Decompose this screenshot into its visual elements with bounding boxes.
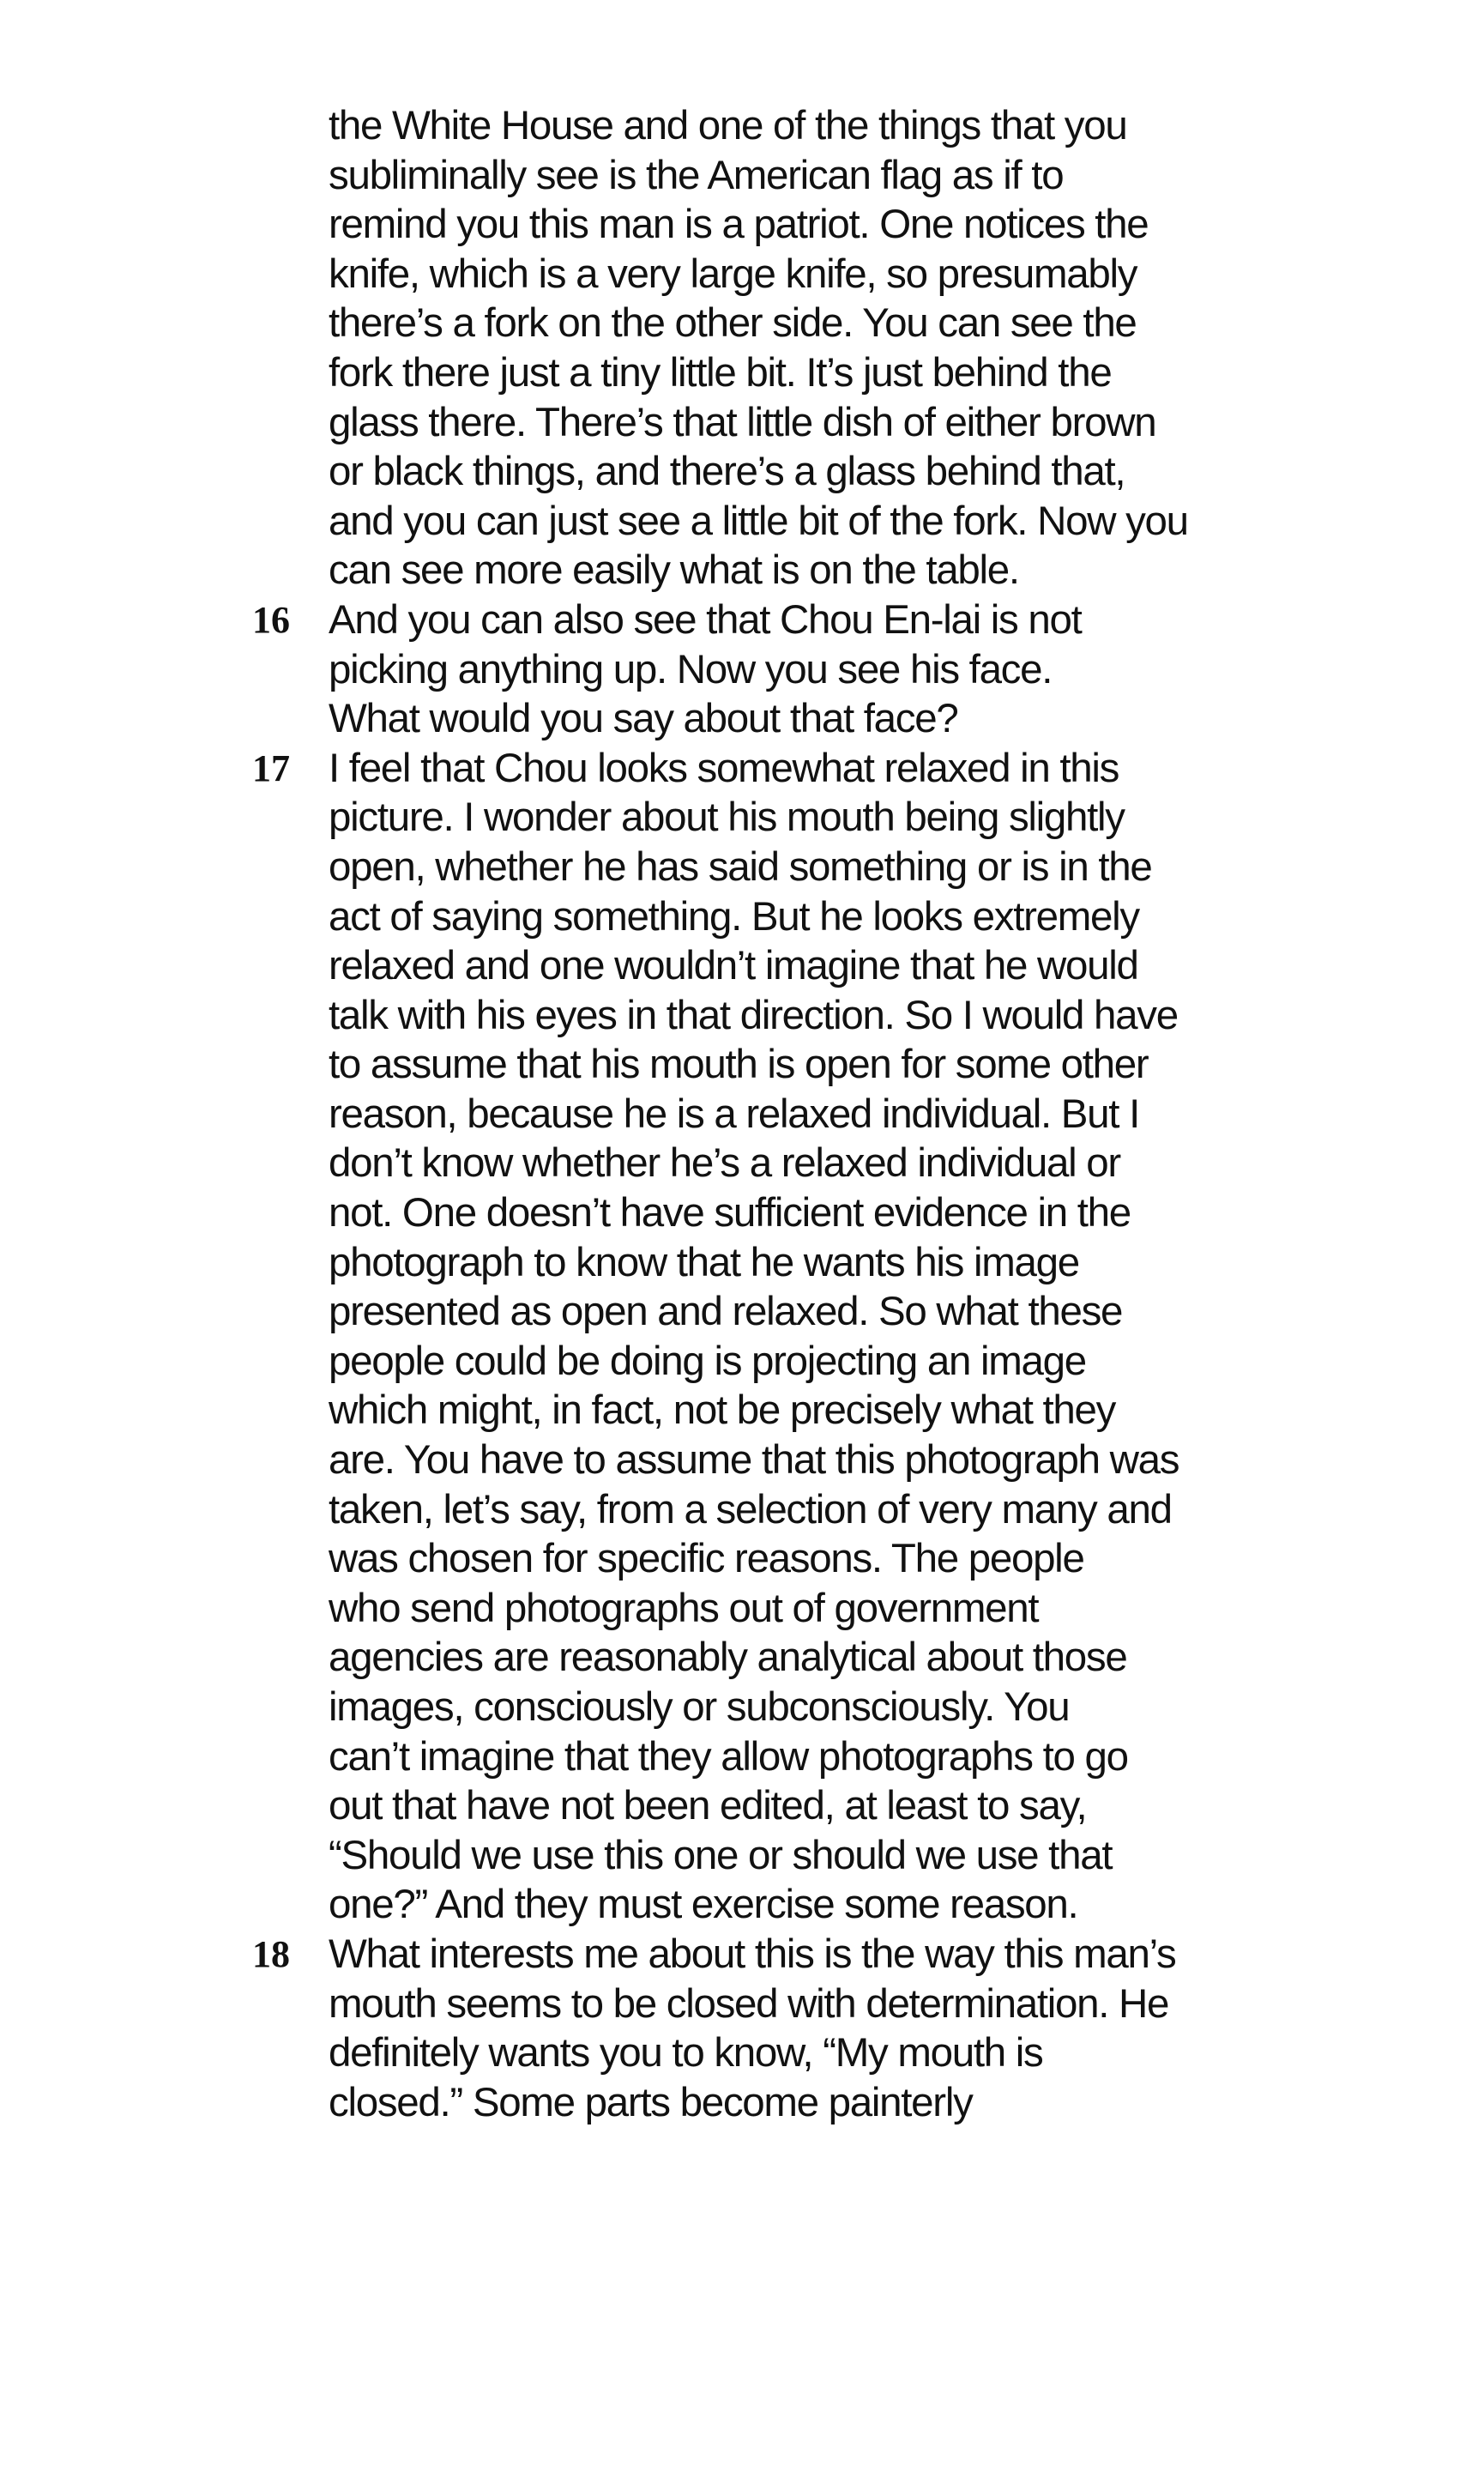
text-line: and you can just see a little bit of the fork. Now you	[329, 498, 1188, 544]
text-line: who send photographs out of government	[329, 1585, 1039, 1631]
text-line: mouth seems to be closed with determination. He	[329, 1980, 1169, 2027]
text-line: closed.” Some parts become painterly	[329, 2079, 973, 2125]
text-line: presented as open and relaxed. So what these	[329, 1289, 1123, 1335]
text-line: taken, let’s say, from a selection of very many and	[329, 1486, 1172, 1532]
text-line: was chosen for specific reasons. The people	[329, 1536, 1084, 1582]
text-line: agencies are reasonably analytical about those	[329, 1635, 1127, 1681]
text-line: picture. I wonder about his mouth being slightly	[329, 795, 1125, 841]
text-line: definitely wants you to know, “My mouth is	[329, 2030, 1043, 2076]
text-line: fork there just a tiny little bit. It’s just behind the	[329, 349, 1112, 396]
paragraph	[329, 744, 1298, 1930]
text-line: act of saying something. But he looks extremely	[329, 893, 1139, 940]
paragraph-number: 17	[252, 746, 290, 789]
text-line: to assume that his mouth is open for some other	[329, 1042, 1149, 1088]
paragraph	[329, 1930, 1298, 2127]
text-line: reason, because he is a relaxed individual. But I	[329, 1091, 1139, 1137]
text-line: knife, which is a very large knife, so presumably	[329, 251, 1137, 297]
body-text	[329, 101, 1298, 2127]
text-line: “Should we use this one or should we use that	[329, 1832, 1113, 1878]
text-line: And you can also see that Chou En-lai is not	[329, 596, 1082, 643]
text-line: there’s a fork on the other side. You can see the	[329, 300, 1137, 347]
text-line: What interests me about this is the way this man’s	[329, 1931, 1176, 1977]
text-line: What would you say about that face?	[329, 696, 958, 742]
text-line: people could be doing is projecting an image	[329, 1338, 1086, 1384]
paragraph-number: 18	[252, 1933, 290, 1976]
text-line: are. You have to assume that this photograph was	[329, 1437, 1179, 1484]
text-line: one?” And they must exercise some reason.	[329, 1882, 1078, 1928]
text-line: remind you this man is a patriot. One notices the	[329, 202, 1149, 248]
text-line: can’t imagine that they allow photographs to go	[329, 1733, 1128, 1780]
text-line: relaxed and one wouldn’t imagine that he would	[329, 943, 1138, 989]
text-line: I feel that Chou looks somewhat relaxed in this	[329, 745, 1119, 791]
text-line: open, whether he has said something or is in the	[329, 843, 1152, 890]
text-line: subliminally see is the American flag as if to	[329, 152, 1064, 198]
text-line: which might, in fact, not be precisely what they	[329, 1387, 1116, 1434]
text-line: can see more easily what is on the table.	[329, 547, 1019, 594]
text-line: photograph to know that he wants his image	[329, 1239, 1079, 1285]
text-line: images, consciously or subconsciously. You	[329, 1684, 1070, 1730]
paragraph	[329, 101, 1298, 595]
text-line: glass there. There’s that little dish of either brown	[329, 399, 1156, 445]
text-line: the White House and one of the things that you	[329, 103, 1127, 148]
paragraph	[329, 595, 1298, 744]
text-line: picking anything up. Now you see his face.	[329, 646, 1053, 692]
text-line: talk with his eyes in that direction. So I would have	[329, 992, 1178, 1038]
paragraph-number: 16	[252, 599, 290, 641]
text-line: or black things, and there’s a glass behind that,	[329, 449, 1125, 495]
text-line: not. One doesn’t have sufficient evidence in the	[329, 1190, 1131, 1236]
text-line: don’t know whether he’s a relaxed individual or	[329, 1140, 1120, 1187]
text-line: out that have not been edited, at least to say,	[329, 1783, 1087, 1829]
